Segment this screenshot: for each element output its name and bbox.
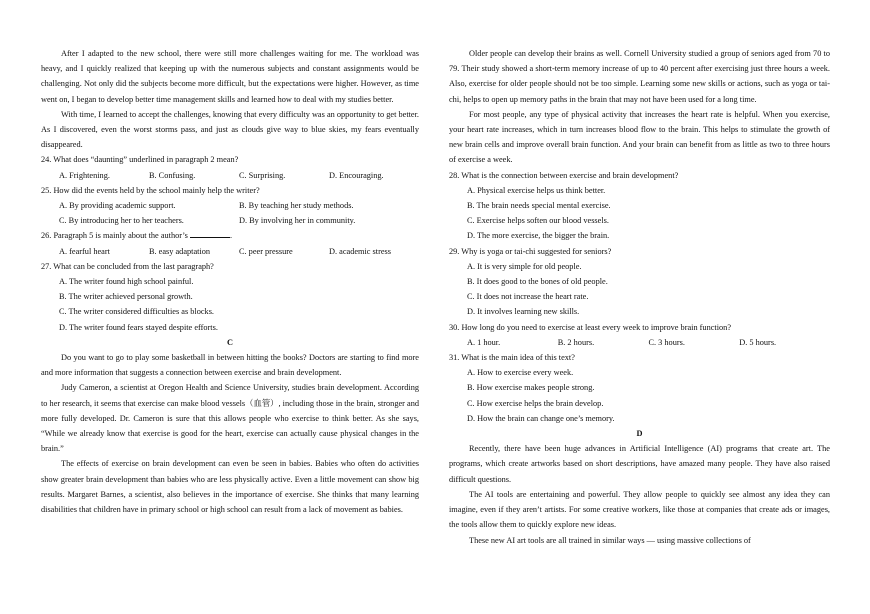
option: A. 1 hour. (467, 337, 501, 347)
left-column (41, 46, 419, 517)
question-25-options-row (41, 198, 419, 213)
question-24-options (41, 168, 419, 183)
passage-paragraph: After I adapted to the new school, there were still more challenges waiting for me. The workload was heavy, and I quickly realized that keeping up with the numerous subjects and constant assignments would be challenging. Not only did the subjects become more difficult, but the expectations were higher. However, as time went on, I began to develop better time management skills and learned how to deal with my studies better. (41, 49, 419, 104)
option: D. By involving her in community. (239, 216, 356, 226)
option: D. The more exercise, the bigger the brain. (467, 231, 610, 241)
passage-paragraph: The effects of exercise on brain development can even be seen in babies. Babies who often do activities show greater brain development than babies who are less physically active. Even a little movement can show big results. Margaret Barnes, a scientist, also believes in the importance of exercise. She thinks that many learning disabilities that children have in primary school or high school can result from a lack of movement as babies. (41, 459, 419, 515)
option: C. Surprising. (239, 170, 286, 180)
option: D. Encouraging. (329, 170, 384, 180)
section-heading-d: D (636, 429, 643, 439)
passage-paragraph: The AI tools are entertaining and powerful. They allow people to quickly see almost any idea they can imagine, even if they aren’t artists. For some creative workers, like those at companies that create ads or images, the tools allow them to quickly explore new ideas. (449, 489, 830, 530)
option: D. It involves learning new skills. (467, 307, 580, 317)
option: C. How exercise helps the brain develop. (467, 398, 604, 408)
question-30-options (449, 335, 830, 350)
question-29: 29. Why is yoga or tai-chi suggested for seniors? (449, 246, 612, 256)
question-25: 25. How did the events held by the school mainly help the writer? (41, 185, 260, 195)
passage-paragraph: Older people can develop their brains as well. Cornell University studied a group of seniors aged from 70 to 79. Their study showed a short-term memory increase of up to 40 percent after exercising just three hours a week. Also, exercise for older people should not be too simple. Learning some new skills or actions, such as yoga or tai-chi, helps to open up memory paths in the brain that may not have been used for a long time. (449, 49, 830, 104)
answer-blank (190, 228, 233, 241)
option: A. By providing academic support. (59, 201, 176, 211)
option: B. Confusing. (149, 170, 196, 180)
option: B. By teaching her study methods. (239, 201, 354, 211)
passage-paragraph: With time, I learned to accept the challenges, knowing that every difficulty was an opportunity to get better. As I discovered, even the worst storms pass, and just as clouds give way to blue skies, my fears eventually disappeared. (41, 109, 419, 150)
section-heading-c: C (227, 337, 233, 347)
option: D. academic stress (329, 246, 391, 256)
passage-paragraph: For most people, any type of physical activity that increases the heart rate is helpful. When you exercise, your heart rate increases, which in turn increases blood flow to the brain. This helps to stimulate the growth of new brain cells and improve overall brain function. And your brain can benefit from as little as two to three hours of exercise a week. (449, 109, 830, 165)
option: D. 5 hours. (739, 337, 777, 347)
question-28: 28. What is the connection between exercise and brain development? (449, 170, 679, 180)
option: B. How exercise makes people strong. (467, 383, 595, 393)
passage-paragraph: These new AI art tools are all trained in similar ways — using massive collections of (469, 535, 751, 545)
question-26-text: 26. Paragraph 5 is mainly about the author’s (41, 231, 188, 241)
passage-paragraph: Do you want to go to play some basketball in between hitting the books? Doctors are starting to find more and more information that suggests a connection between exercise and brain development. (41, 353, 419, 378)
question-25-options-row (41, 213, 419, 228)
option: C. 3 hours. (648, 337, 685, 347)
question-24: 24. What does “daunting” underlined in paragraph 2 mean? (41, 155, 239, 165)
option: D. The writer found fears stayed despite efforts. (59, 322, 218, 332)
option: C. Exercise helps soften our blood vessels. (467, 216, 609, 226)
question-27: 27. What can be concluded from the last paragraph? (41, 261, 214, 271)
question-31: 31. What is the main idea of this text? (449, 353, 575, 363)
question-30: 30. How long do you need to exercise at least every week to improve brain function? (449, 322, 732, 332)
option: B. The writer achieved personal growth. (59, 292, 193, 302)
option: B. 2 hours. (557, 337, 595, 347)
passage-paragraph: Recently, there have been huge advances in Artificial Intelligence (AI) programs that create art. The programs, which create artworks based on short descriptions, have amazed many people. They have also raised difficult questions. (449, 444, 830, 484)
option: A. The writer found high school painful. (59, 277, 194, 287)
passage-paragraph: Judy Cameron, a scientist at Oregon Health and Science University, studies brain development. According to her research, it seems that exercise can make blood vessels（血管）, including those in the brain, stronger and more fully developed. Dr. Cameron is sure that this allows people who exercise to think better. As she says, “While we already know that exercise is good for the heart, exercise can actually cause physical changes in the brain.” (41, 383, 419, 454)
option: B. The brain needs special mental exercise. (467, 201, 611, 211)
right-column (449, 46, 830, 548)
question-26-options (41, 244, 419, 259)
option: C. The writer considered difficulties as blocks. (59, 307, 214, 317)
option: A. Physical exercise helps us think better. (467, 185, 606, 195)
question-26 (41, 228, 419, 243)
option: A. It is very simple for old people. (467, 261, 582, 271)
option: A. How to exercise every week. (467, 368, 574, 378)
option: A. Frightening. (59, 170, 110, 180)
option: C. peer pressure (239, 246, 293, 256)
option: D. How the brain can change one’s memory. (467, 413, 615, 423)
option: C. It does not increase the heart rate. (467, 292, 589, 302)
question-26-period: . (229, 231, 233, 241)
option: A. fearful heart (59, 246, 110, 256)
option: B. It does good to the bones of old people. (467, 277, 608, 287)
option: B. easy adaptation (149, 246, 211, 256)
option: C. By introducing her to her teachers. (59, 216, 184, 226)
